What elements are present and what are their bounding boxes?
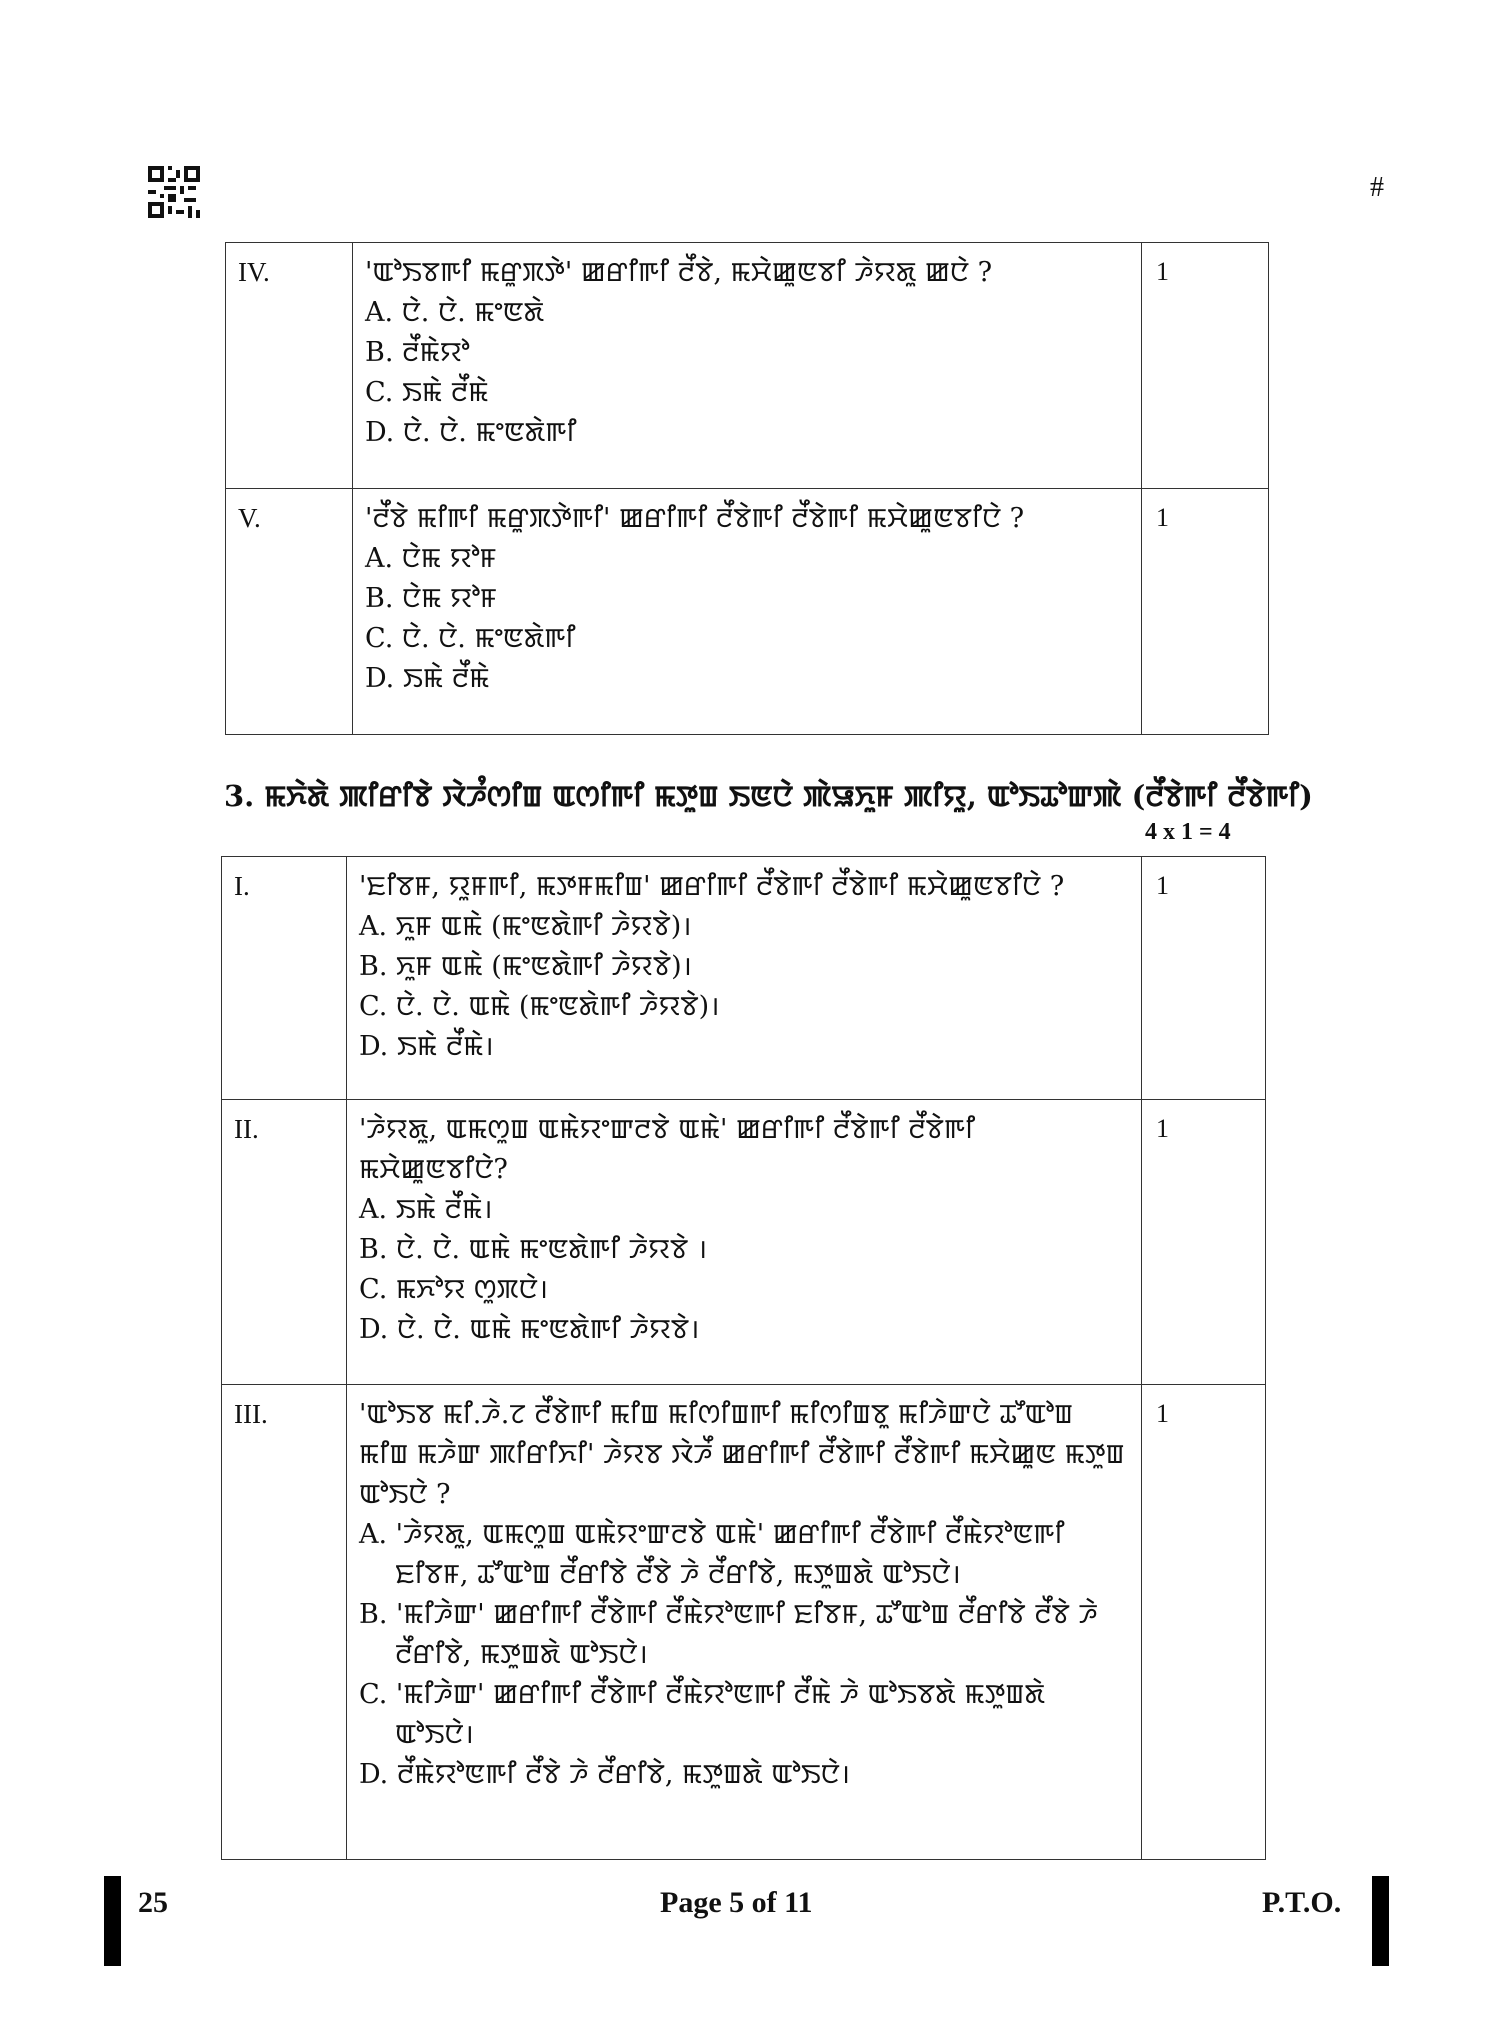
page-code: 25: [138, 1886, 168, 1919]
question-number: V.: [226, 489, 353, 735]
option-b: B. ꯅꯥꯃ ꯌꯣꯝ: [365, 583, 497, 614]
table-row: [222, 1100, 1266, 1385]
option-b: B. ꯅꯥ. ꯅꯥ. ꯑꯃꯥ ꯃꯦꯟꯗꯥꯒꯤ ꯍꯥꯌꯕꯥ ।: [359, 1234, 708, 1265]
pto-label: P.T.O.: [1262, 1886, 1342, 1919]
table-row: [226, 489, 1269, 735]
question-number: IV.: [226, 243, 353, 489]
option-a: A. 'ꯍꯥꯌꯗꯨ, ꯑꯃꯁꯨꯡ ꯑꯃꯥꯌꯦꯛꯂꯕꯥ ꯑꯃꯥ' ꯀꯔꯤꯒꯤ ꯂꯩꯕꯥꯒꯤ ꯂꯩꯃꯥꯌꯣꯟꯒꯤ ꯐꯤꯕꯝ, ꯊꯧꯑꯣꯡ ꯂꯩꯔꯤꯕꯥ ꯂꯩꯕꯥ ꯍꯥ ꯂꯩꯔꯤꯕꯥ, ꯃꯇꯨꯡꯗꯥ ꯑꯣꯏꯅꯥ।: [359, 1519, 1065, 1590]
option-d: D. ꯅꯥ. ꯅꯥ. ꯑꯃꯥ ꯃꯦꯟꯗꯥꯒꯤ ꯍꯥꯌꯕꯥ।: [359, 1314, 700, 1345]
question-cell: [353, 489, 1142, 735]
option-a: A. ꯅꯥ. ꯅꯥ. ꯃꯦꯟꯗꯥ: [365, 297, 545, 328]
question-cell: [353, 243, 1142, 489]
option-d: D. ꯂꯩꯃꯥꯌꯣꯟꯒꯤ ꯂꯩꯕꯥ ꯍꯥ ꯂꯩꯔꯤꯕꯥ, ꯃꯇꯨꯡꯗꯥ ꯑꯣꯏꯅꯥ।: [359, 1759, 850, 1790]
question-cell: [347, 857, 1142, 1100]
option-c: C. ꯅꯥ. ꯅꯥ. ꯃꯦꯟꯗꯥꯒꯤ: [365, 623, 576, 654]
question-text: 'ꯂꯩꯕꯥ ꯃꯤꯒꯤ ꯃꯔꯨꯞꯇꯥꯒꯤ' ꯀꯔꯤꯒꯤ ꯂꯩꯕꯥꯒꯤ ꯂꯩꯕꯥꯒꯤ ꯃꯆꯥꯀꯨꯟꯕꯤꯅꯥ ?: [365, 503, 1025, 534]
corner-mark: #: [1370, 172, 1384, 203]
question-cell: [347, 1100, 1142, 1385]
question-text: 'ꯑꯣꯏꯕꯒꯤ ꯃꯔꯨꯞꯇꯥ' ꯀꯔꯤꯒꯤ ꯂꯩꯕꯥ, ꯃꯆꯥꯀꯨꯟꯕꯤ ꯍꯥꯌꯗꯨ ꯀꯅꯥ ?: [365, 257, 993, 288]
table-row: [222, 1385, 1266, 1860]
option-a: A. ꯅꯥꯃ ꯌꯣꯝ: [365, 543, 497, 574]
option-c: C. ꯅꯥ. ꯅꯥ. ꯑꯃꯥ (ꯃꯦꯟꯗꯥꯒꯤ ꯍꯥꯌꯕꯥ)।: [359, 991, 720, 1022]
page-number: Page 5 of 11: [660, 1886, 813, 1919]
question-table-2: [221, 856, 1266, 1860]
question-text: 'ꯍꯥꯌꯗꯨ, ꯑꯃꯁꯨꯡ ꯑꯃꯥꯌꯦꯛꯂꯕꯥ ꯑꯃꯥ' ꯀꯔꯤꯒꯤ ꯂꯩꯕꯥꯒꯤ ꯂꯩꯕꯥꯒꯤ ꯃꯆꯥꯀꯨꯟꯕꯤꯅꯥ?: [359, 1114, 976, 1185]
option-c: C. ꯃꯈꯣꯌ ꯁꯨꯞꯅꯥ।: [359, 1274, 549, 1305]
table-row: [226, 243, 1269, 489]
option-d: D. ꯏꯃꯥ ꯂꯩꯃꯥ: [365, 663, 490, 694]
question-number: I.: [222, 857, 347, 1100]
question-marks: 1: [1142, 489, 1269, 735]
question-text: 'ꯐꯤꯕꯝ, ꯌꯨꯝꯒꯤ, ꯃꯇꯝꯃꯤꯡ' ꯀꯔꯤꯒꯤ ꯂꯩꯕꯥꯒꯤ ꯂꯩꯕꯥꯒꯤ ꯃꯆꯥꯀꯨꯟꯕꯤꯅꯥ ?: [359, 871, 1065, 902]
option-b: B. 'ꯃꯤꯍꯥꯛ' ꯀꯔꯤꯒꯤ ꯂꯩꯕꯥꯒꯤ ꯂꯩꯃꯥꯌꯣꯟꯒꯤ ꯐꯤꯕꯝ, ꯊꯧꯑꯣꯡ ꯂꯩꯔꯤꯕꯥ ꯂꯩꯕꯥ ꯍꯥ ꯂꯩꯔꯤꯕꯥ, ꯃꯇꯨꯡꯗꯥ ꯑꯣꯏꯅꯥ।: [359, 1599, 1098, 1670]
option-a: A. ꯏꯃꯥ ꯂꯩꯃꯥ।: [359, 1194, 493, 1225]
section-marks: 4 x 1 = 4: [1145, 819, 1231, 845]
option-a: A. ꯈꯨꯝ ꯑꯃꯥ (ꯃꯦꯟꯗꯥꯒꯤ ꯍꯥꯌꯕꯥ)।: [359, 911, 692, 942]
left-margin-bar: [104, 1876, 121, 1966]
option-b: B. ꯈꯨꯝ ꯑꯃꯥ (ꯃꯦꯟꯗꯥꯒꯤ ꯍꯥꯌꯕꯥ)।: [359, 951, 692, 982]
qr-code-icon: [148, 166, 200, 218]
question-table-1: [225, 242, 1269, 735]
table-row: [222, 857, 1266, 1100]
right-margin-bar: [1372, 1876, 1389, 1966]
option-b: B. ꯂꯩꯃꯥꯌꯣ: [365, 337, 470, 368]
option-c: C. 'ꯃꯤꯍꯥꯛ' ꯀꯔꯤꯒꯤ ꯂꯩꯕꯥꯒꯤ ꯂꯩꯃꯥꯌꯣꯟꯒꯤ ꯂꯩꯃꯥ ꯍꯥ ꯑꯣꯏꯕꯗꯥ ꯃꯇꯨꯡꯗꯥ ꯑꯣꯏꯅꯥ।: [359, 1679, 1045, 1750]
question-text: 'ꯑꯣꯏꯕ ꯃꯤ.ꯍꯥ.ꯖ ꯂꯩꯕꯥꯒꯤ ꯃꯤꯡ ꯃꯤꯁꯤꯡꯒꯤ ꯃꯤꯁꯤꯡꯕꯨ ꯃꯤꯍꯥꯛꯅꯥ ꯊꯧꯑꯣꯡ ꯃꯤꯡ ꯃꯍꯥꯛ ꯄꯤꯔꯤꯈꯤ' ꯍꯥꯌꯕ ꯋꯥꯍꯩ ꯀꯔꯤꯒꯤ ꯂꯩꯕꯥꯒꯤ ꯂꯩꯕꯥꯒꯤ ꯃꯆꯥꯀꯨꯟ ꯃꯇꯨꯡ ꯑꯣꯏꯅꯥ ?: [359, 1399, 1125, 1510]
question-marks: 1: [1142, 243, 1269, 489]
question-marks: 1: [1142, 1100, 1266, 1385]
section-title: 3. ꯃꯈꯥꯗꯥ ꯄꯤꯔꯤꯕꯥ ꯋꯥꯍꯪꯁꯤꯡ ꯑꯁꯤꯒꯤ ꯃꯇꯨꯡ ꯏꯟꯅꯥ ꯄꯥꯎꯈꯨꯝ ꯄꯤꯌꯨ, ꯑꯣꯏꯊꯣꯛꯄꯥ (ꯂꯩꯕꯥꯒꯤ ꯂꯩꯕꯥꯒꯤ): [224, 779, 1313, 813]
option-c: C. ꯏꯃꯥ ꯂꯩꯃꯥ: [365, 377, 489, 408]
question-number: III.: [222, 1385, 347, 1860]
question-cell: [347, 1385, 1142, 1860]
option-d: D. ꯅꯥ. ꯅꯥ. ꯃꯦꯟꯗꯥꯒꯤ: [365, 417, 577, 448]
question-number: II.: [222, 1100, 347, 1385]
question-marks: 1: [1142, 1385, 1266, 1860]
question-marks: 1: [1142, 857, 1266, 1100]
option-d: D. ꯏꯃꯥ ꯂꯩꯃꯥ।: [359, 1031, 494, 1062]
